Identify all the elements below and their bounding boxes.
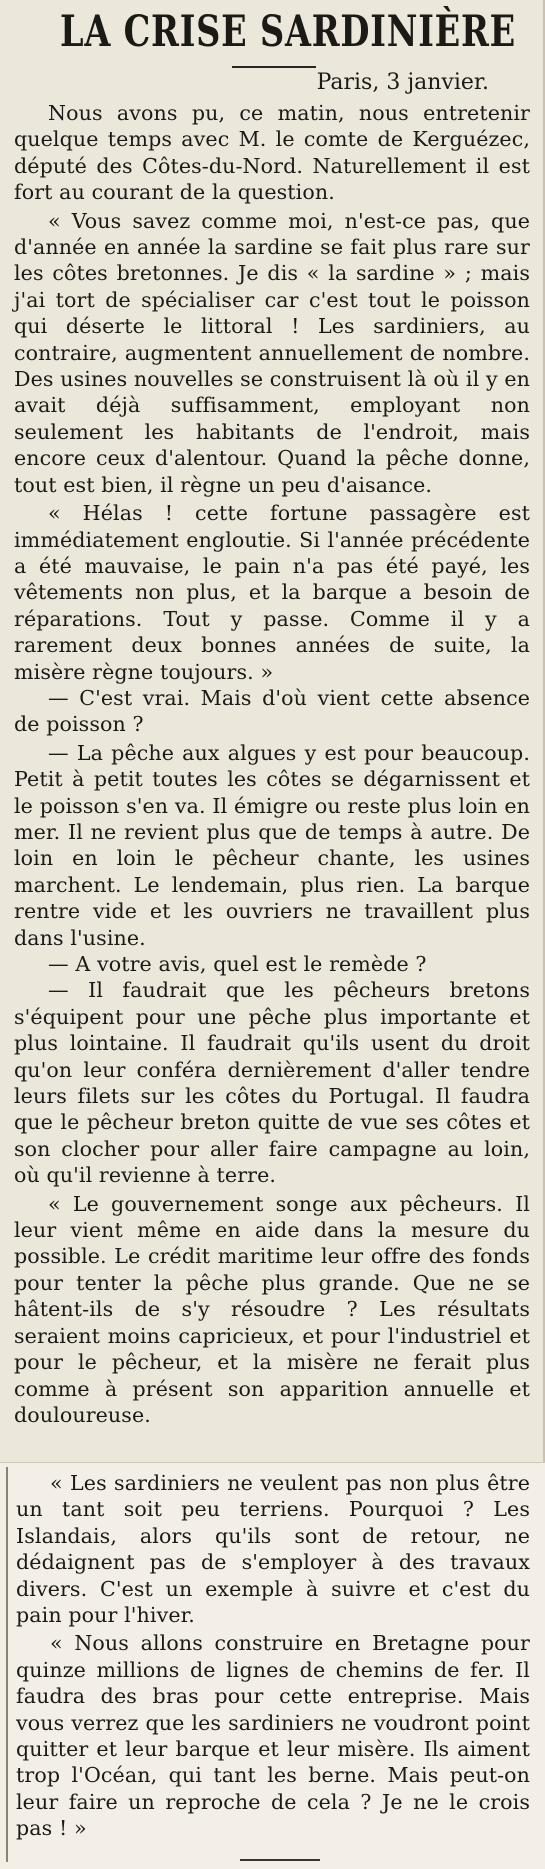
paragraph: — Il faudrait que les pêcheurs bretons s'équipent pour une pêche plus importante et plus lointaine. Il faudrait qu'ils usent du droit qu'on leur conféra dernièrement d'aller tendre leurs filets sur les côtes du Portugal. Il faudra que le pêcheur breton quitte de vue ses côtes et son clocher pour aller faire campagne au loin, où qu'il revienne à terre. xyxy=(14,978,530,1188)
paragraph: « Le gouvernement songe aux pêcheurs. Il leur vient même en aide dans la mesure du possible. Le crédit maritime leur offre des fonds pour tenter la pêche plus grande. Que ne se hâtent-ils de s'y résoudre ? Les résultats seraient moins capricieux, et pour l'industriel et pour le pêcheur, et la misère ne ferait plus comme à présent son apparition annuelle et douloureuse. xyxy=(14,1191,530,1427)
article-column-upper xyxy=(14,100,530,1428)
paragraph: — C'est vrai. Mais d'où vient cette absence de poisson ? xyxy=(14,685,530,737)
paragraph: — A votre avis, quel est le remède ? xyxy=(48,952,427,976)
paragraph: « Les sardiniers ne veulent pas non plus être un tant soit peu terriens. Pourquoi ? Les Islandais, alors qu'ils sont de retour, ne dédaignent pas de s'employer à des travaux divers. C'est un exemple à suivre et c'est du pain pour l'hiver. xyxy=(16,1471,530,1628)
paragraph: Nous avons pu, ce matin, nous entretenir quelque temps avec M. le comte de Kerguézec, député des Côtes-du-Nord. Naturellement il est fort au courant de la question. xyxy=(14,101,530,205)
paragraph: « Hélas ! cette fortune passagère est immédiatement engloutie. Si l'année précédente a été mauvaise, le pain n'a pas été payé, les vêtements non plus, et la barque a besoin de réparations. Tout y passe. Comme il y a rarement deux bonnes années de suite, la misère règne toujours. » xyxy=(14,501,530,684)
article-headline: LA CRISE SARDINIÈRE xyxy=(59,7,517,57)
article-dateline: Paris, 3 janvier. xyxy=(316,70,489,95)
column-rule xyxy=(6,1467,8,1862)
paragraph: « Vous savez comme moi, n'est-ce pas, que d'année en année la sardine se fait plus rare sur les côtes bretonnes. Je dis « la sardine » ; mais j'ai tort de spécialiser car c'est tout le poisson qui déserte le littoral ! Les sardiniers, au contraire, augmentent annuellement de nombre. Des usines nouvelles se construisent là où il y en avait déjà suffisamment, employant non seulement les habitants de l'endroit, mais encore ceux d'alentour. Quand la pêche donne, tout est bien, il règne un peu d'aisance. xyxy=(14,208,530,497)
article-column-lower xyxy=(16,1470,530,1842)
paragraph: « Nous allons construire en Bretagne pour quinze millions de lignes de chemins de fer. Il faudra des bras pour cette entreprise. Mais vous verrez que les sardiniers ne voudront point quitter et leur barque et leur misère. Ils aiment trop l'Océan, qui tant les berne. Mais peut-on leur faire un reproche de cela ? Je ne le crois pas ! » xyxy=(16,1631,530,1841)
headline-rule xyxy=(232,66,316,68)
end-rule xyxy=(240,1859,320,1861)
paragraph: — La pêche aux algues y est pour beaucoup. Petit à petit toutes les côtes se dégarnissent et le poisson s'en va. Il émigre ou reste plus loin en mer. Il ne revient plus que de temps à autre. De loin en loin le pêcheur chante, les usines marchent. Le lendemain, plus rien. La barque rentre vide et les ouvriers ne travaillent plus dans l'usine. xyxy=(14,740,530,950)
